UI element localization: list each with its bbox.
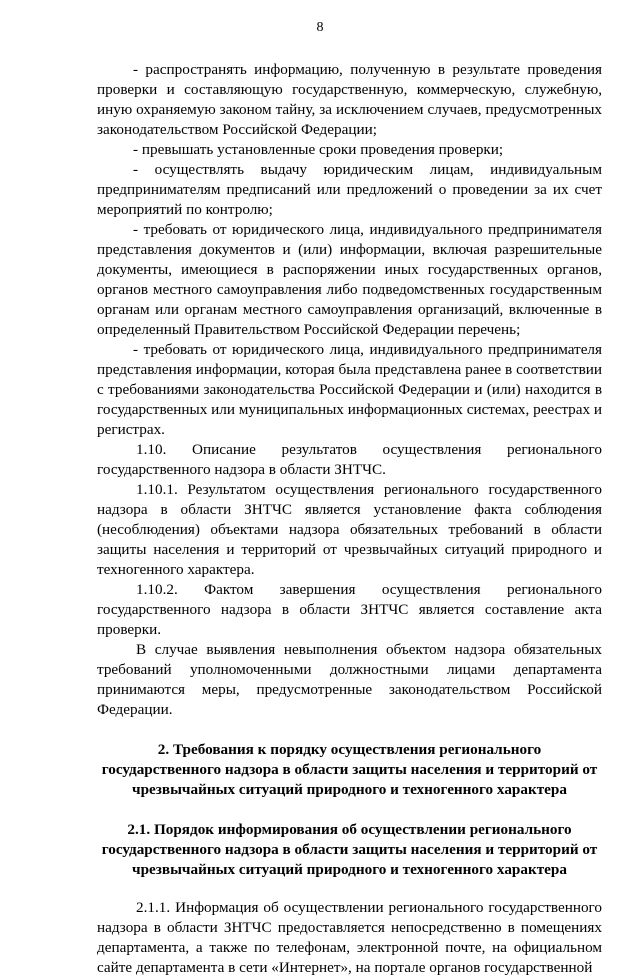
item-1-10-2-word: Фактом [204,581,254,598]
bullet-paragraph: - требовать от юридического лица, индивидуального предпринимателя представления документов и (или) информации, включая разрешительные документы, имеющиеся в распоряжении иных государственных органов, органов местного самоуправления либо подведомственных государственным органам или органам местного самоуправления организаций, включенные в определенный Правительством Российской Федерации перечень; [97,221,602,338]
bullet-paragraph: - превышать установленные сроки проведения проверки; [133,141,504,158]
item-1-10-word: результатов [281,441,357,458]
bullet-paragraph: - требовать от юридического лица, индивидуального предпринимателя представления информации, которая была представлена ранее в соответствии с требованиями законодательства Российской Федерации и (или) находится в государственных или муниципальных информационных системах, реестрах и регистрах. [97,341,602,438]
item-1-10-1-paragraph: 1.10.1. Результатом осуществления регионального государственного надзора в области ЗНТЧС является установление факта соблюдения (несоблюдения) объектами надзора обязательных требований в области защиты населения и территорий от чрезвычайных ситуаций природного и техногенного характера. [97,481,602,578]
item-1-10-2-word: регионального [506,581,602,598]
item-1-10-2 [97,580,602,640]
section-2-heading: 2. Требования к порядку осуществления регионального государственного надзора в области защиты населения и территорий от чрезвычайных ситуаций природного и техногенного характера [101,741,598,798]
subsection-2-1-heading: 2.1. Порядок информирования об осуществлении регионального государственного надзора в области защиты населения и территорий от чрезвычайных ситуаций природного и техногенного характера [101,821,598,878]
bullet-paragraph: - распространять информацию, полученную в результате проведения проверки и составляющую государственную, коммерческую, служебную, иную охраняемую законом тайну, за исключением случаев, предусмотренных законодательством Российской Федерации; [97,61,602,138]
item-1-10-heading-line [97,440,602,460]
item-1-10-2-word: осуществления [381,581,481,598]
item-1-10-continuation: государственного надзора в области ЗНТЧС. [97,461,386,478]
item-1-10-2-word: завершения [279,581,356,598]
item-1-10-word: осуществления [382,441,482,458]
bullet-paragraph: - осуществлять выдачу юридическим лицам, индивидуальным предпринимателям предписаний или предложений о проведении за их счет мероприятий по контролю; [97,161,602,218]
item-1-10-2-number: 1.10.2. [136,581,178,598]
item-1-10-number: 1.10. [136,441,167,458]
item-1-10-2-heading-line [97,580,602,600]
failure-measures-paragraph: В случае выявления невыполнения объектом надзора обязательных требований уполномоченными должностными лицами департамента принимаются меры, предусмотренные законодательством Российской Федерации. [97,641,602,718]
page-number: 8 [316,20,324,35]
item-1-10 [97,440,602,480]
item-2-1-1-paragraph: 2.1.1. Информация об осуществлении регионального государственного надзора в области ЗНТЧС предоставляется непосредственно в помещениях департамента, а также по телефонам, электронной почте, на официальном сайте департамента в сети «Интернет», на портале органов государственной [97,899,602,976]
document-body [97,60,602,978]
item-1-10-word: Описание [191,441,256,458]
item-1-10-2-continuation: государственного надзора в области ЗНТЧС является составление акта проверки. [97,601,602,638]
item-1-10-word: регионального [506,441,602,458]
